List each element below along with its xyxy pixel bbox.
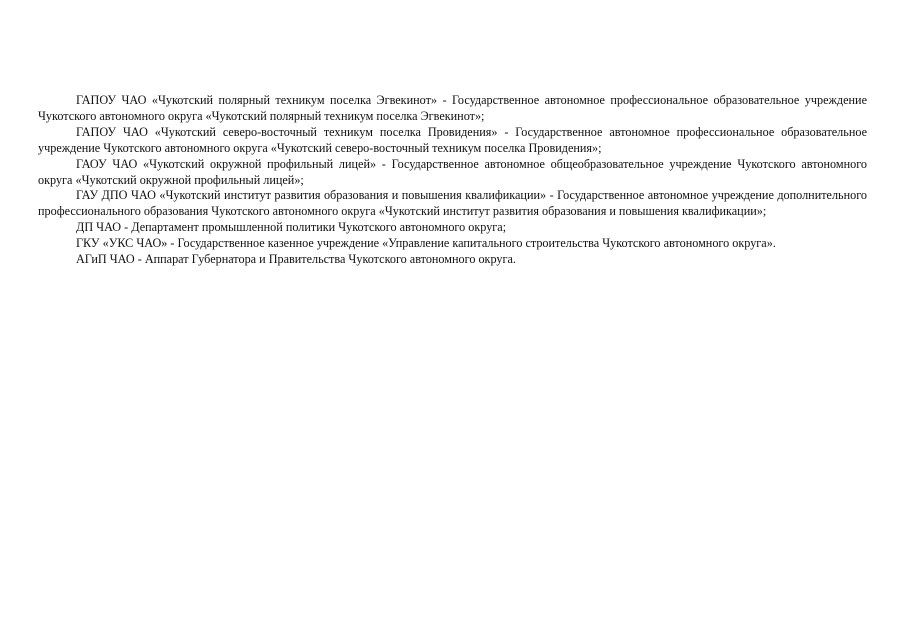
abbreviation-paragraph-agip-chao: АГиП ЧАО - Аппарат Губернатора и Правительства Чукотского автономного округа. [76,252,516,267]
abbreviations-list [38,93,867,268]
abbreviation-paragraph-gau-dpo: ГАУ ДПО ЧАО «Чукотский институт развития образования и повышения квалификации» - Государственное автономное учреждение дополнительного профессионального образования Чукотского автономного округа «Чукотский институт развития образования и повышения квалификации»; [38,188,867,219]
abbreviation-paragraph-gku-uks: ГКУ «УКС ЧАО» - Государственное казенное учреждение «Управление капитального строительства Чукотского автономного округа». [76,236,776,251]
abbreviation-paragraph-gapou-egvekinot: ГАПОУ ЧАО «Чукотский полярный техникум поселка Эгвекинот» - Государственное автономное профессиональное образовательное учреждение Чукотского автономного округа «Чукотский полярный техникум поселка Эгвекинот»; [38,93,867,123]
abbreviation-paragraph-dp-chao: ДП ЧАО - Департамент промышленной политики Чукотского автономного округа; [76,220,507,235]
abbreviation-paragraph-gaou-lyceum: ГАОУ ЧАО «Чукотский окружной профильный лицей» - Государственное автономное общеобразовательное учреждение Чукотского автономного округа «Чукотский окружной профильный лицей»; [38,156,867,187]
abbreviation-paragraph-gapou-provideniya: ГАПОУ ЧАО «Чукотский северо-восточный техникум поселка Провидения» - Государственное автономное профессиональное образовательное учреждение Чукотского автономного округа «Чукотский северо-восточный техникум поселка Провидения»; [38,124,867,155]
